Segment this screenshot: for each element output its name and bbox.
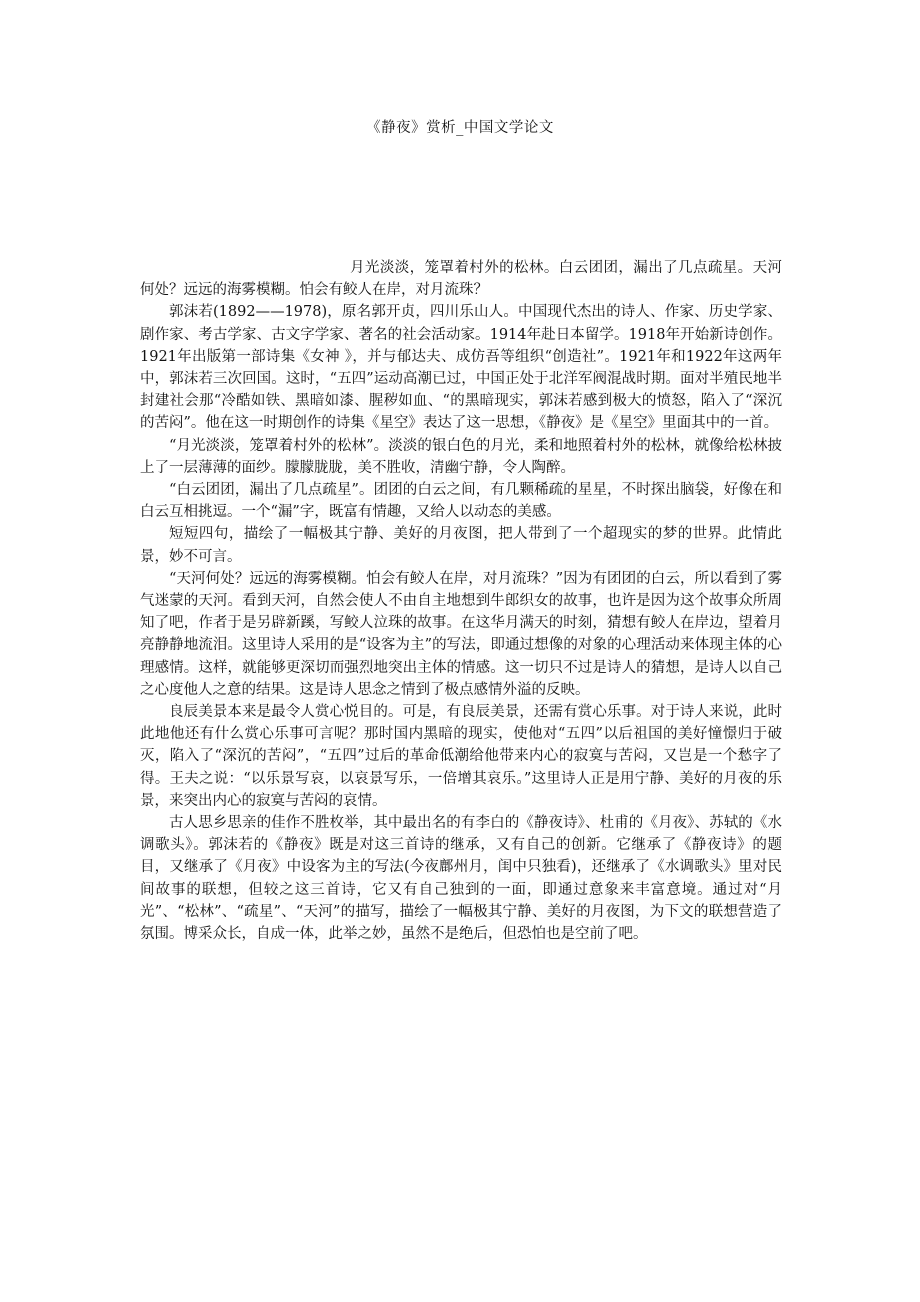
body-paragraph: “月光淡淡，笼罩着村外的松林”。淡淡的银白色的月光，柔和地照着村外的松林，就像给松林披上了一层薄薄的面纱。朦朦胧胧，美不胜收，清幽宁静，令人陶醉。	[140, 437, 782, 476]
body-paragraph: 古人思乡思亲的佳作不胜枚举，其中最出名的有李白的《静夜诗》、杜甫的《月夜》、苏轼的《水调歌头》。郭沫若的《静夜》既是对这三首诗的继承，又有自己的创新。它继承了《静夜诗》的题目，又继承了《月夜》中设客为主的写法(今夜鄜州月，闺中只独看)，还继承了《水调歌头》里对民间故事的联想，但较之这三首诗，它又有自己独到的一面，即通过意象来丰富意境。通过对“月光”、“松林”、“疏星”、“天河”的描写，描绘了一幅极其宁静、美好的月夜图，为下文的联想营造了氛围。博采众长，自成一体，此举之妙，虽然不是绝后，但恐怕也是空前了吧。	[140, 815, 782, 943]
body-paragraph: 短短四句，描绘了一幅极其宁静、美好的月夜图，把人带到了一个超现实的梦的世界。此情此景，妙不可言。	[140, 526, 782, 565]
body-paragraph: 郭沫若(1892——1978)，原名郭开贞，四川乐山人。中国现代杰出的诗人、作家、历史学家、剧作家、考古学家、古文字学家、著名的社会活动家。1914年赴日本留学。1918年开始新诗创作。1921年出版第一部诗集《女神 》，并与郁达夫、成仿吾等组织“创造社”。1921年和1922年这两年中，郭沫若三次回国。这时，“五四”运动高潮已过，中国正处于北洋军阀混战时期。面对半殖民地半封建社会那“冷酷如铁、黑暗如漆、腥秽如血、“的黑暗现实，郭沫若感到极大的愤怒，陷入了“深沉的苦闷”。他在这一时期创作的诗集《星空》表达了这一思想，《静夜》是《星空》里面其中的一首。	[140, 304, 782, 432]
body-paragraph: “白云团团，漏出了几点疏星”。团团的白云之间，有几颗稀疏的星星，不时探出脑袋，好像在和白云互相挑逗。一个“漏”字，既富有情趣，又给人以动态的美感。	[140, 482, 782, 521]
poem-paragraph: 月光淡淡，笼罩着村外的松林。白云团团，漏出了几点疏星。天河何处？远远的海雾模糊。怕会有鲛人在岸，对月流珠？	[140, 260, 782, 299]
body-paragraph: “天河何处？远远的海雾模糊。怕会有鲛人在岸，对月流珠？”因为有团团的白云，所以看到了雾气迷蒙的天河。看到天河，自然会使人不由自主地想到牛郎织女的故事，也许是因为这个故事众所周知了吧，作者于是另辟新蹊，写鲛人泣珠的故事。在这华月满天的时刻，猜想有鲛人在岸边，望着月亮静静地流泪。这里诗人采用的是“设客为主”的写法，即通过想像的对象的心理活动来体现主体的心理感情。这样，就能够更深切而强烈地突出主体的情感。这一切只不过是诗人的猜想，是诗人以自己之心度他人之意的结果。这是诗人思念之情到了极点感情外溢的反映。	[140, 570, 782, 698]
document-title: 《静夜》赏析_中国文学论文	[366, 120, 554, 136]
body-paragraph: 良辰美景本来是最令人赏心悦目的。可是，有良辰美景，还需有赏心乐事。对于诗人来说，此时此地他还有什么赏心乐事可言呢？那时国内黑暗的现实，使他对“五四”以后祖国的美好憧憬归于破灭，陷入了“深沉的苦闷”，“五四”过后的革命低潮给他带来内心的寂寞与苦闷，又岂是一个愁字了得。王夫之说：“以乐景写哀，以哀景写乐，一倍增其哀乐。”这里诗人正是用宁静、美好的月夜的乐景，来突出内心的寂寞与苦闷的哀情。	[140, 704, 782, 809]
document-body	[140, 257, 782, 945]
